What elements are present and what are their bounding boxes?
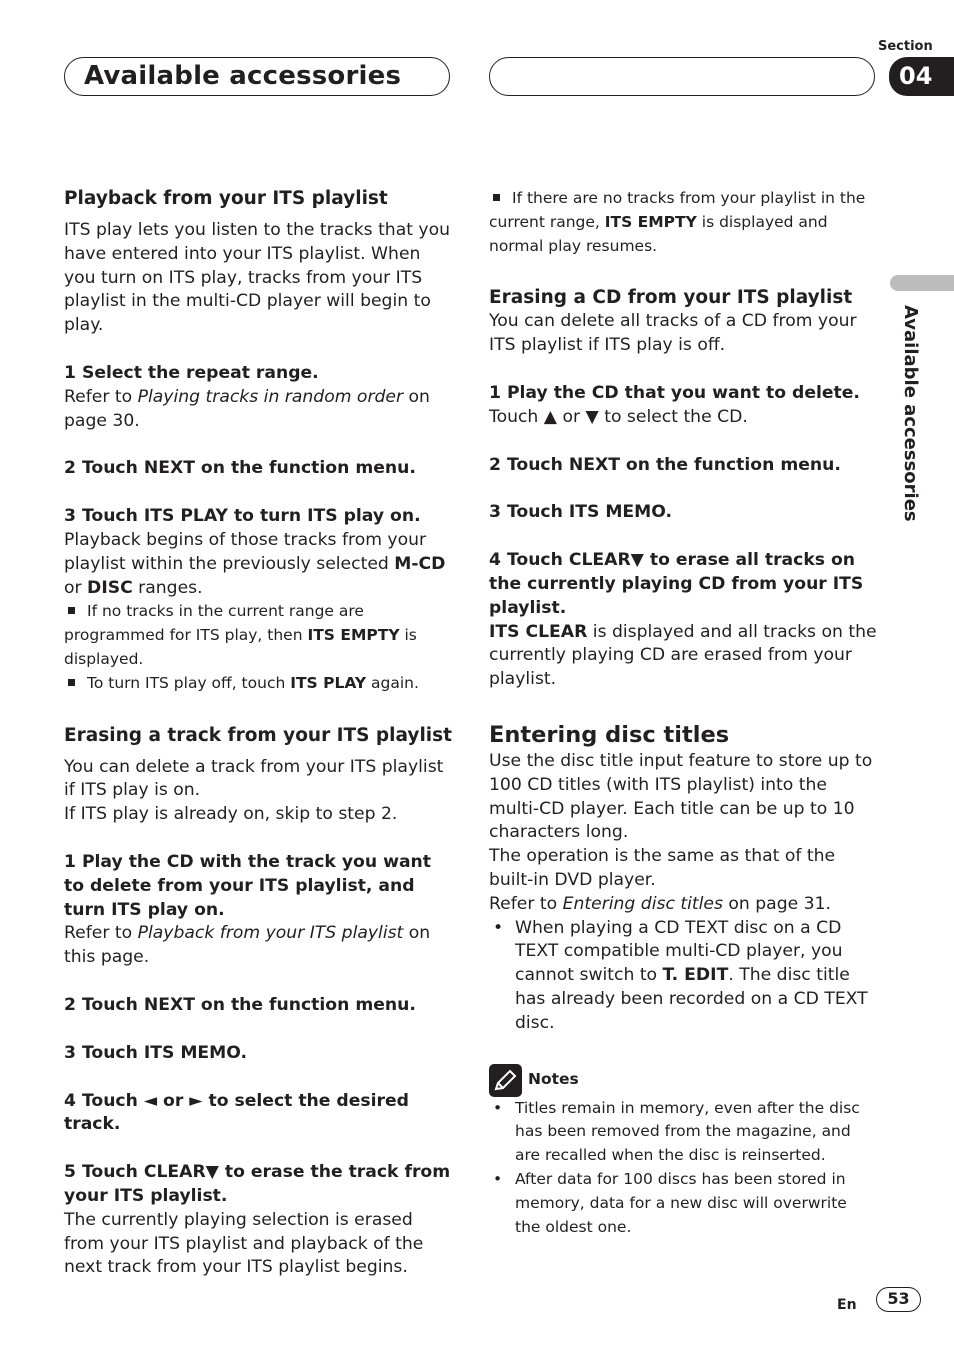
side-tab-marker xyxy=(890,275,954,291)
bold-term: DISC xyxy=(87,577,133,598)
step-select-repeat-body xyxy=(64,386,452,434)
notes-heading xyxy=(489,1064,877,1097)
text: is displayed. xyxy=(64,626,417,668)
text: is displayed and all tracks on the currently playing CD are erased from your playlist. xyxy=(489,621,877,690)
square-bullet-icon xyxy=(68,607,75,614)
bold-term: ITS PLAY xyxy=(290,673,367,692)
heading-playback: Playback from your ITS playlist xyxy=(64,188,388,209)
bold-term: ITS EMPTY xyxy=(604,212,697,231)
page-number: 53 xyxy=(876,1287,921,1312)
text: on page 31. xyxy=(722,893,831,914)
step-its-play-body xyxy=(64,529,452,600)
paragraph-titles-3 xyxy=(489,893,877,917)
step-clear-all-body xyxy=(489,621,877,692)
step-play-cd-body: Touch ▲ or ▼ to select the CD. xyxy=(489,406,748,427)
step-clear-track-body: The currently playing selection is erased from your ITS playlist and playback of the next track from your ITS playlist begins. xyxy=(64,1209,424,1278)
step-its-memo: 3 Touch ITS MEMO. xyxy=(64,1042,248,1063)
bullet-dot-icon: • xyxy=(493,1098,503,1117)
text: on page 30. xyxy=(64,386,430,431)
bullet-text xyxy=(515,917,877,1036)
note-text: After data for 100 discs has been stored in memory, data for a new disc will overwrite the oldest one. xyxy=(515,1169,847,1236)
bullet-item-cd-text xyxy=(489,917,877,1036)
side-tab-label: Available accessories xyxy=(900,305,921,522)
step-play-cd: 1 Play the CD that you want to delete. xyxy=(489,382,860,403)
paragraph-erase-track-1: You can delete a track from your ITS playlist if ITS play is on. xyxy=(64,756,444,801)
heading-erase-track: Erasing a track from your ITS playlist xyxy=(64,724,453,746)
text: Playback begins of those tracks from your playlist within the previously selected xyxy=(64,529,427,574)
section-label: Section xyxy=(878,39,933,54)
notes-pencil-icon xyxy=(489,1064,522,1097)
square-bullet-icon xyxy=(68,679,75,686)
text: Refer to xyxy=(489,893,563,914)
square-note-1 xyxy=(64,600,452,671)
step-select-repeat: 1 Select the repeat range. xyxy=(64,362,319,383)
text: ranges. xyxy=(132,577,203,598)
left-column xyxy=(64,187,452,1280)
paragraph-erase-track-2: If ITS play is already on, skip to step 2. xyxy=(64,804,398,825)
square-bullet-icon xyxy=(493,194,500,201)
paragraph-titles-2: The operation is the same as that of the built-in DVD player. xyxy=(489,846,836,890)
notes-label: Notes xyxy=(528,1070,579,1089)
text: To turn ITS play off, touch xyxy=(87,673,291,692)
bold-term: ITS EMPTY xyxy=(307,626,400,645)
text: When playing a CD TEXT disc on a CD TEXT compatible multi-CD player, you cannot switch to xyxy=(515,917,843,986)
note-text: Titles remain in memory, even after the disc has been removed from the magazine, and are recalled when the disc is reinserted. xyxy=(515,1098,860,1165)
text: If no tracks in the current range are programmed for ITS play, then xyxy=(64,602,364,645)
step-touch-next: 2 Touch NEXT on the function menu. xyxy=(64,458,416,479)
step-play-cd-track: 1 Play the CD with the track you want to delete from your ITS playlist, and turn ITS play on. xyxy=(64,851,431,920)
paragraph-playback: ITS play lets you listen to the tracks that you have entered into your ITS playlist. When you turn on ITS play, tracks from your ITS playlist in the multi-CD player will begin to play. xyxy=(64,220,451,336)
bold-term: T. EDIT xyxy=(662,965,729,986)
paragraph-erase-cd: You can delete all tracks of a CD from your ITS playlist if ITS play is off. xyxy=(489,311,857,356)
step-touch-next-2: 2 Touch NEXT on the function menu. xyxy=(64,994,416,1015)
paragraph-titles-1: Use the disc title input feature to store up to 100 CD titles (with ITS playlist) into the multi-CD player. Each title can be up to 10 characters long. xyxy=(489,750,873,843)
step-touch-next-3: 2 Touch NEXT on the function menu. xyxy=(489,454,841,475)
text: Refer to xyxy=(64,386,138,407)
step-play-cd-track-body xyxy=(64,922,452,970)
text: on this page. xyxy=(64,923,431,968)
step-clear-all: 4 Touch CLEAR▼ to erase all tracks on the currently playing CD from your ITS playlist. xyxy=(489,550,864,618)
step-its-memo-2: 3 Touch ITS MEMO. xyxy=(489,502,673,523)
step-its-play: 3 Touch ITS PLAY to turn ITS play on. xyxy=(64,506,421,527)
text: or xyxy=(64,577,88,598)
bullet-dot-icon: • xyxy=(493,917,504,938)
bold-term: M-CD xyxy=(394,553,446,574)
text: is displayed and normal play resumes. xyxy=(489,212,828,255)
italic-ref: Playing tracks in random order xyxy=(137,386,404,407)
text: If there are no tracks from your playlist in the current range, xyxy=(489,189,866,231)
right-column xyxy=(489,187,877,1239)
text: again. xyxy=(366,673,419,692)
bold-term: ITS CLEAR xyxy=(489,621,588,642)
heading-entering-disc-titles: Entering disc titles xyxy=(489,721,730,748)
text: Refer to xyxy=(64,923,138,944)
note-item-2 xyxy=(489,1168,877,1239)
step-select-track: 4 Touch ◄ or ► to select the desired track. xyxy=(64,1090,409,1135)
header-empty-frame xyxy=(489,57,875,96)
section-number-badge: 04 xyxy=(889,57,954,96)
language-label: En xyxy=(837,1297,857,1313)
square-note-0 xyxy=(489,187,877,258)
note-item-1 xyxy=(489,1097,877,1168)
bullet-dot-icon: • xyxy=(493,1169,503,1188)
square-note-2 xyxy=(64,672,452,696)
page-title: Available accessories xyxy=(84,61,402,91)
heading-erase-cd: Erasing a CD from your ITS playlist xyxy=(489,287,853,309)
italic-ref: Playback from your ITS playlist xyxy=(137,923,404,944)
step-clear-track: 5 Touch CLEAR▼ to erase the track from your ITS playlist. xyxy=(64,1162,451,1206)
italic-ref: Entering disc titles xyxy=(562,893,723,914)
text: . The disc title has already been recorded on a CD TEXT disc. xyxy=(515,965,868,1033)
